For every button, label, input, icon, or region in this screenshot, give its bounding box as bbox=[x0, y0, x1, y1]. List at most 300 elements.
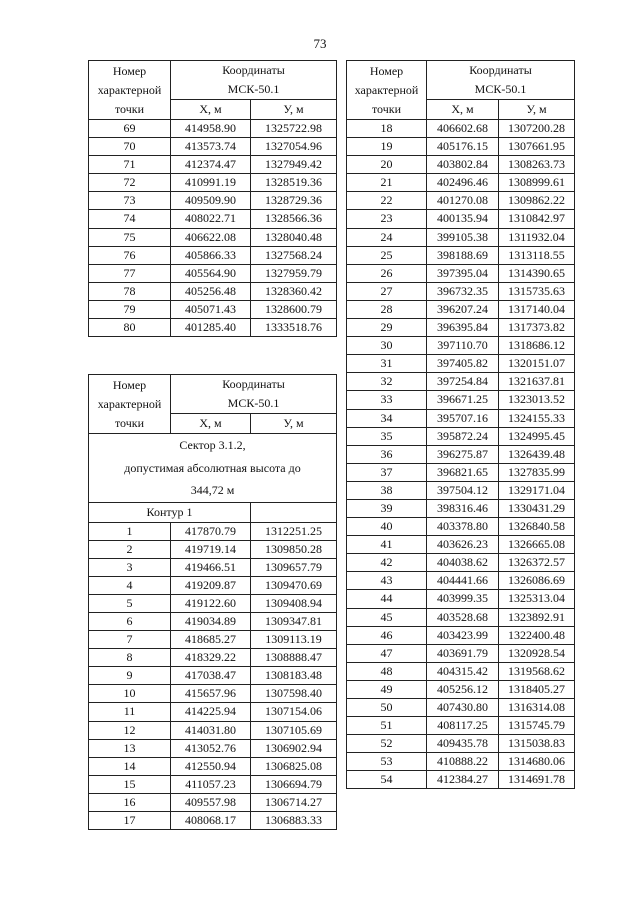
point-label-line: Номер bbox=[112, 377, 147, 392]
point-label-line: точки bbox=[114, 101, 145, 116]
table-row bbox=[347, 735, 575, 753]
x-coordinate-cell: 404038.62 bbox=[427, 554, 499, 572]
y-coordinate-cell: 1326086.69 bbox=[499, 572, 575, 590]
x-coordinate-cell: 419034.89 bbox=[171, 612, 251, 630]
point-number-cell: 78 bbox=[89, 282, 171, 300]
y-coordinate-cell: 1307105.69 bbox=[251, 721, 337, 739]
x-coordinate-cell: 402496.46 bbox=[427, 174, 499, 192]
table-row bbox=[89, 812, 337, 830]
point-number-cell: 54 bbox=[347, 771, 427, 789]
x-coordinate-cell: 401270.08 bbox=[427, 192, 499, 210]
y-coordinate-cell: 1314680.06 bbox=[499, 753, 575, 771]
point-label-line: характерной bbox=[97, 396, 162, 411]
table-row bbox=[347, 156, 575, 174]
y-coordinate-cell: 1309408.94 bbox=[251, 594, 337, 612]
x-coordinate-cell: 395872.24 bbox=[427, 427, 499, 445]
table-row bbox=[89, 703, 337, 721]
x-coordinate-cell: 396671.25 bbox=[427, 391, 499, 409]
point-number-cell: 73 bbox=[89, 192, 171, 210]
point-number-cell: 41 bbox=[347, 536, 427, 554]
table-row bbox=[347, 626, 575, 644]
x-coordinate-cell: 406622.08 bbox=[171, 228, 251, 246]
x-coordinate-cell: 404315.42 bbox=[427, 662, 499, 680]
y-header: У, м bbox=[251, 414, 337, 434]
y-coordinate-cell: 1329171.04 bbox=[499, 481, 575, 499]
y-coordinate-cell: 1333518.76 bbox=[251, 319, 337, 337]
sector-line: допустимая абсолютная высота до bbox=[124, 460, 301, 475]
y-coordinate-cell: 1325722.98 bbox=[251, 120, 337, 138]
y-header: У, м bbox=[499, 100, 575, 120]
table-row bbox=[347, 174, 575, 192]
table-row bbox=[347, 264, 575, 282]
y-coordinate-cell: 1307661.95 bbox=[499, 138, 575, 156]
y-coordinate-cell: 1322400.48 bbox=[499, 626, 575, 644]
y-coordinate-cell: 1309347.81 bbox=[251, 612, 337, 630]
table-row bbox=[89, 775, 337, 793]
table-row bbox=[347, 644, 575, 662]
y-coordinate-cell: 1325313.04 bbox=[499, 590, 575, 608]
x-coordinate-cell: 411057.23 bbox=[171, 775, 251, 793]
y-coordinate-cell: 1328729.36 bbox=[251, 192, 337, 210]
contour-empty-cell bbox=[251, 502, 337, 522]
point-number-cell: 13 bbox=[89, 739, 171, 757]
table-row bbox=[347, 210, 575, 228]
point-number-cell: 45 bbox=[347, 608, 427, 626]
x-coordinate-cell: 408022.71 bbox=[171, 210, 251, 228]
point-number-cell: 70 bbox=[89, 138, 171, 156]
x-coordinate-cell: 410991.19 bbox=[171, 174, 251, 192]
coord-label-line: МСК-50.1 bbox=[227, 82, 280, 96]
table-c-header bbox=[347, 61, 575, 120]
x-coordinate-cell: 403802.84 bbox=[427, 156, 499, 174]
table-row bbox=[347, 391, 575, 409]
table-row bbox=[89, 576, 337, 594]
point-number-cell: 16 bbox=[89, 793, 171, 811]
x-coordinate-cell: 399105.38 bbox=[427, 228, 499, 246]
table-row bbox=[347, 300, 575, 318]
point-number-cell: 48 bbox=[347, 662, 427, 680]
y-coordinate-cell: 1309862.22 bbox=[499, 192, 575, 210]
table-row bbox=[347, 481, 575, 499]
x-coordinate-cell: 417870.79 bbox=[171, 522, 251, 540]
table-row bbox=[89, 228, 337, 246]
point-number-cell: 7 bbox=[89, 631, 171, 649]
table-row bbox=[89, 558, 337, 576]
y-coordinate-cell: 1309470.69 bbox=[251, 576, 337, 594]
x-coordinate-cell: 419719.14 bbox=[171, 540, 251, 558]
coordinates-table-b bbox=[88, 374, 337, 830]
x-coordinate-cell: 397504.12 bbox=[427, 481, 499, 499]
y-coordinate-cell: 1307598.40 bbox=[251, 685, 337, 703]
point-label-line: Номер bbox=[369, 63, 404, 78]
table-row bbox=[347, 499, 575, 517]
point-number-cell: 31 bbox=[347, 355, 427, 373]
point-number-cell: 74 bbox=[89, 210, 171, 228]
y-coordinate-cell: 1307154.06 bbox=[251, 703, 337, 721]
x-coordinate-cell: 419466.51 bbox=[171, 558, 251, 576]
point-number-cell: 9 bbox=[89, 667, 171, 685]
point-number-cell: 49 bbox=[347, 680, 427, 698]
x-coordinate-cell: 400135.94 bbox=[427, 210, 499, 228]
x-coordinate-cell: 407430.80 bbox=[427, 699, 499, 717]
table-row bbox=[89, 319, 337, 337]
y-coordinate-cell: 1308888.47 bbox=[251, 649, 337, 667]
point-number-cell: 47 bbox=[347, 644, 427, 662]
point-number-header bbox=[89, 61, 171, 120]
table-row bbox=[347, 192, 575, 210]
table-row bbox=[347, 409, 575, 427]
y-coordinate-cell: 1314691.78 bbox=[499, 771, 575, 789]
x-coordinate-cell: 409557.98 bbox=[171, 793, 251, 811]
x-header: X, м bbox=[171, 100, 251, 120]
point-number-cell: 3 bbox=[89, 558, 171, 576]
y-coordinate-cell: 1315745.79 bbox=[499, 717, 575, 735]
x-coordinate-cell: 408117.25 bbox=[427, 717, 499, 735]
y-coordinate-cell: 1317140.04 bbox=[499, 300, 575, 318]
point-label-line: характерной bbox=[97, 82, 162, 97]
y-coordinate-cell: 1316314.08 bbox=[499, 699, 575, 717]
point-number-cell: 21 bbox=[347, 174, 427, 192]
y-coordinate-cell: 1307200.28 bbox=[499, 120, 575, 138]
point-number-cell: 69 bbox=[89, 120, 171, 138]
point-number-cell: 71 bbox=[89, 156, 171, 174]
y-coordinate-cell: 1323892.91 bbox=[499, 608, 575, 626]
y-coordinate-cell: 1309113.19 bbox=[251, 631, 337, 649]
y-coordinate-cell: 1326840.58 bbox=[499, 518, 575, 536]
point-number-cell: 34 bbox=[347, 409, 427, 427]
coord-label-line: МСК-50.1 bbox=[227, 396, 280, 410]
y-coordinate-cell: 1318686.12 bbox=[499, 337, 575, 355]
sector-line: 344,72 м bbox=[190, 483, 235, 497]
table-row bbox=[347, 228, 575, 246]
x-coordinate-cell: 414031.80 bbox=[171, 721, 251, 739]
x-coordinate-cell: 415657.96 bbox=[171, 685, 251, 703]
y-coordinate-cell: 1306694.79 bbox=[251, 775, 337, 793]
x-coordinate-cell: 403626.23 bbox=[427, 536, 499, 554]
y-coordinate-cell: 1308263.73 bbox=[499, 156, 575, 174]
x-coordinate-cell: 404441.66 bbox=[427, 572, 499, 590]
table-row bbox=[347, 138, 575, 156]
point-number-cell: 28 bbox=[347, 300, 427, 318]
x-coordinate-cell: 418329.22 bbox=[171, 649, 251, 667]
y-coordinate-cell: 1326439.48 bbox=[499, 445, 575, 463]
x-coordinate-cell: 403378.80 bbox=[427, 518, 499, 536]
x-coordinate-cell: 413573.74 bbox=[171, 138, 251, 156]
contour-label: Контур 1 bbox=[89, 502, 251, 522]
point-number-cell: 11 bbox=[89, 703, 171, 721]
table-row bbox=[347, 246, 575, 264]
y-coordinate-cell: 1306825.08 bbox=[251, 757, 337, 775]
y-coordinate-cell: 1328040.48 bbox=[251, 228, 337, 246]
point-label-line: точки bbox=[114, 415, 145, 430]
point-number-cell: 38 bbox=[347, 481, 427, 499]
point-number-cell: 80 bbox=[89, 319, 171, 337]
point-number-cell: 6 bbox=[89, 612, 171, 630]
y-coordinate-cell: 1311932.04 bbox=[499, 228, 575, 246]
table-row bbox=[89, 264, 337, 282]
sector-note bbox=[89, 434, 337, 503]
x-coordinate-cell: 412374.47 bbox=[171, 156, 251, 174]
point-number-cell: 44 bbox=[347, 590, 427, 608]
table-row bbox=[347, 590, 575, 608]
table-row bbox=[89, 174, 337, 192]
y-coordinate-cell: 1309850.28 bbox=[251, 540, 337, 558]
point-number-cell: 19 bbox=[347, 138, 427, 156]
table-row bbox=[347, 662, 575, 680]
point-number-header bbox=[347, 61, 427, 120]
y-coordinate-cell: 1306714.27 bbox=[251, 793, 337, 811]
point-number-cell: 79 bbox=[89, 300, 171, 318]
point-number-cell: 5 bbox=[89, 594, 171, 612]
y-coordinate-cell: 1308999.61 bbox=[499, 174, 575, 192]
point-number-cell: 15 bbox=[89, 775, 171, 793]
table-row bbox=[89, 721, 337, 739]
coord-label-line: МСК-50.1 bbox=[474, 82, 527, 96]
table-row bbox=[347, 753, 575, 771]
point-number-cell: 18 bbox=[347, 120, 427, 138]
table-row bbox=[347, 608, 575, 626]
x-coordinate-cell: 405176.15 bbox=[427, 138, 499, 156]
y-coordinate-cell: 1327568.24 bbox=[251, 246, 337, 264]
point-number-cell: 17 bbox=[89, 812, 171, 830]
x-coordinate-cell: 405564.90 bbox=[171, 264, 251, 282]
x-coordinate-cell: 403423.99 bbox=[427, 626, 499, 644]
table-row bbox=[89, 739, 337, 757]
x-coordinate-cell: 405071.43 bbox=[171, 300, 251, 318]
table-row bbox=[89, 120, 337, 138]
table-b-body bbox=[89, 522, 337, 830]
point-label-line: характерной bbox=[354, 82, 419, 97]
x-coordinate-cell: 410888.22 bbox=[427, 753, 499, 771]
table-row bbox=[89, 192, 337, 210]
point-label-line: Номер bbox=[112, 63, 147, 78]
point-number-cell: 2 bbox=[89, 540, 171, 558]
y-coordinate-cell: 1324995.45 bbox=[499, 427, 575, 445]
point-number-cell: 75 bbox=[89, 228, 171, 246]
y-coordinate-cell: 1314390.65 bbox=[499, 264, 575, 282]
x-coordinate-cell: 396395.84 bbox=[427, 319, 499, 337]
table-row bbox=[89, 757, 337, 775]
x-coordinate-cell: 419122.60 bbox=[171, 594, 251, 612]
table-row bbox=[347, 427, 575, 445]
point-number-cell: 52 bbox=[347, 735, 427, 753]
x-coordinate-cell: 397254.84 bbox=[427, 373, 499, 391]
table-row bbox=[347, 319, 575, 337]
table-row bbox=[347, 463, 575, 481]
table-row bbox=[347, 680, 575, 698]
point-number-cell: 46 bbox=[347, 626, 427, 644]
table-row bbox=[347, 572, 575, 590]
y-coordinate-cell: 1324155.33 bbox=[499, 409, 575, 427]
table-row bbox=[347, 445, 575, 463]
table-c-body bbox=[347, 120, 575, 789]
y-coordinate-cell: 1320928.54 bbox=[499, 644, 575, 662]
sector-line: Сектор 3.1.2, bbox=[179, 438, 246, 452]
point-number-cell: 12 bbox=[89, 721, 171, 739]
y-coordinate-cell: 1328360.42 bbox=[251, 282, 337, 300]
y-coordinate-cell: 1312251.25 bbox=[251, 522, 337, 540]
x-coordinate-cell: 417038.47 bbox=[171, 667, 251, 685]
x-coordinate-cell: 406602.68 bbox=[427, 120, 499, 138]
point-number-cell: 27 bbox=[347, 282, 427, 300]
coordinates-table-a bbox=[88, 60, 337, 337]
table-row bbox=[89, 793, 337, 811]
point-number-cell: 10 bbox=[89, 685, 171, 703]
x-coordinate-cell: 403528.68 bbox=[427, 608, 499, 626]
coordinates-header bbox=[171, 375, 337, 414]
y-coordinate-cell: 1327054.96 bbox=[251, 138, 337, 156]
x-coordinate-cell: 397395.04 bbox=[427, 264, 499, 282]
x-header: X, м bbox=[427, 100, 499, 120]
coordinates-header bbox=[171, 61, 337, 100]
y-coordinate-cell: 1315038.83 bbox=[499, 735, 575, 753]
table-row bbox=[89, 685, 337, 703]
point-number-cell: 23 bbox=[347, 210, 427, 228]
y-coordinate-cell: 1306902.94 bbox=[251, 739, 337, 757]
point-number-cell: 40 bbox=[347, 518, 427, 536]
coord-label-line: Координаты bbox=[469, 63, 532, 77]
y-coordinate-cell: 1310842.97 bbox=[499, 210, 575, 228]
point-number-cell: 76 bbox=[89, 246, 171, 264]
table-b-header bbox=[89, 375, 337, 523]
y-coordinate-cell: 1323013.52 bbox=[499, 391, 575, 409]
y-coordinate-cell: 1318405.27 bbox=[499, 680, 575, 698]
point-number-cell: 39 bbox=[347, 499, 427, 517]
x-coordinate-cell: 395707.16 bbox=[427, 409, 499, 427]
point-number-cell: 22 bbox=[347, 192, 427, 210]
x-coordinate-cell: 405866.33 bbox=[171, 246, 251, 264]
x-coordinate-cell: 396732.35 bbox=[427, 282, 499, 300]
point-number-cell: 4 bbox=[89, 576, 171, 594]
table-row bbox=[347, 771, 575, 789]
point-number-cell: 1 bbox=[89, 522, 171, 540]
table-row bbox=[89, 594, 337, 612]
table-row bbox=[89, 138, 337, 156]
x-coordinate-cell: 408068.17 bbox=[171, 812, 251, 830]
coord-label-line: Координаты bbox=[222, 377, 285, 391]
y-coordinate-cell: 1319568.62 bbox=[499, 662, 575, 680]
point-number-cell: 35 bbox=[347, 427, 427, 445]
point-number-cell: 8 bbox=[89, 649, 171, 667]
y-coordinate-cell: 1330431.29 bbox=[499, 499, 575, 517]
x-coordinate-cell: 418685.27 bbox=[171, 631, 251, 649]
point-label-line: точки bbox=[371, 101, 402, 116]
table-row bbox=[347, 373, 575, 391]
table-row bbox=[89, 612, 337, 630]
table-row bbox=[347, 355, 575, 373]
point-number-cell: 37 bbox=[347, 463, 427, 481]
x-coordinate-cell: 409435.78 bbox=[427, 735, 499, 753]
x-coordinate-cell: 409509.90 bbox=[171, 192, 251, 210]
point-number-cell: 32 bbox=[347, 373, 427, 391]
point-number-cell: 24 bbox=[347, 228, 427, 246]
x-coordinate-cell: 396275.87 bbox=[427, 445, 499, 463]
coordinates-header bbox=[427, 61, 575, 100]
point-number-header bbox=[89, 375, 171, 434]
y-coordinate-cell: 1308183.48 bbox=[251, 667, 337, 685]
x-coordinate-cell: 413052.76 bbox=[171, 739, 251, 757]
y-coordinate-cell: 1327949.42 bbox=[251, 156, 337, 174]
y-coordinate-cell: 1328600.79 bbox=[251, 300, 337, 318]
table-row bbox=[89, 631, 337, 649]
point-number-cell: 33 bbox=[347, 391, 427, 409]
point-number-cell: 51 bbox=[347, 717, 427, 735]
x-coordinate-cell: 397405.82 bbox=[427, 355, 499, 373]
table-row bbox=[347, 518, 575, 536]
x-coordinate-cell: 396821.65 bbox=[427, 463, 499, 481]
coordinates-table-c bbox=[346, 60, 575, 789]
table-row bbox=[89, 649, 337, 667]
point-number-cell: 77 bbox=[89, 264, 171, 282]
point-number-cell: 26 bbox=[347, 264, 427, 282]
y-coordinate-cell: 1328519.36 bbox=[251, 174, 337, 192]
x-coordinate-cell: 412550.94 bbox=[171, 757, 251, 775]
table-a-header bbox=[89, 61, 337, 120]
table-row bbox=[347, 536, 575, 554]
y-header: У, м bbox=[251, 100, 337, 120]
y-coordinate-cell: 1321637.81 bbox=[499, 373, 575, 391]
point-number-cell: 29 bbox=[347, 319, 427, 337]
x-coordinate-cell: 414958.90 bbox=[171, 120, 251, 138]
page-number: 73 bbox=[313, 36, 327, 51]
point-number-cell: 25 bbox=[347, 246, 427, 264]
y-coordinate-cell: 1306883.33 bbox=[251, 812, 337, 830]
coord-label-line: Координаты bbox=[222, 63, 285, 77]
y-coordinate-cell: 1328566.36 bbox=[251, 210, 337, 228]
y-coordinate-cell: 1315735.63 bbox=[499, 282, 575, 300]
table-row bbox=[89, 667, 337, 685]
y-coordinate-cell: 1313118.55 bbox=[499, 246, 575, 264]
x-coordinate-cell: 398188.69 bbox=[427, 246, 499, 264]
point-number-cell: 42 bbox=[347, 554, 427, 572]
table-row bbox=[347, 337, 575, 355]
x-coordinate-cell: 405256.12 bbox=[427, 680, 499, 698]
x-coordinate-cell: 414225.94 bbox=[171, 703, 251, 721]
point-number-cell: 50 bbox=[347, 699, 427, 717]
y-coordinate-cell: 1327959.79 bbox=[251, 264, 337, 282]
point-number-cell: 36 bbox=[347, 445, 427, 463]
table-row bbox=[347, 120, 575, 138]
table-a-body bbox=[89, 120, 337, 337]
table-row bbox=[89, 210, 337, 228]
y-coordinate-cell: 1309657.79 bbox=[251, 558, 337, 576]
x-coordinate-cell: 419209.87 bbox=[171, 576, 251, 594]
table-row bbox=[89, 282, 337, 300]
table-row bbox=[89, 156, 337, 174]
table-row bbox=[347, 699, 575, 717]
point-number-cell: 14 bbox=[89, 757, 171, 775]
table-row bbox=[347, 554, 575, 572]
y-coordinate-cell: 1320151.07 bbox=[499, 355, 575, 373]
table-row bbox=[347, 717, 575, 735]
x-header: X, м bbox=[171, 414, 251, 434]
point-number-cell: 53 bbox=[347, 753, 427, 771]
x-coordinate-cell: 405256.48 bbox=[171, 282, 251, 300]
point-number-cell: 43 bbox=[347, 572, 427, 590]
table-row bbox=[89, 522, 337, 540]
point-number-cell: 30 bbox=[347, 337, 427, 355]
x-coordinate-cell: 412384.27 bbox=[427, 771, 499, 789]
y-coordinate-cell: 1317373.82 bbox=[499, 319, 575, 337]
table-row bbox=[89, 540, 337, 558]
table-row bbox=[89, 246, 337, 264]
y-coordinate-cell: 1326372.57 bbox=[499, 554, 575, 572]
x-coordinate-cell: 396207.24 bbox=[427, 300, 499, 318]
table-row bbox=[89, 300, 337, 318]
x-coordinate-cell: 403691.79 bbox=[427, 644, 499, 662]
y-coordinate-cell: 1327835.99 bbox=[499, 463, 575, 481]
y-coordinate-cell: 1326665.08 bbox=[499, 536, 575, 554]
